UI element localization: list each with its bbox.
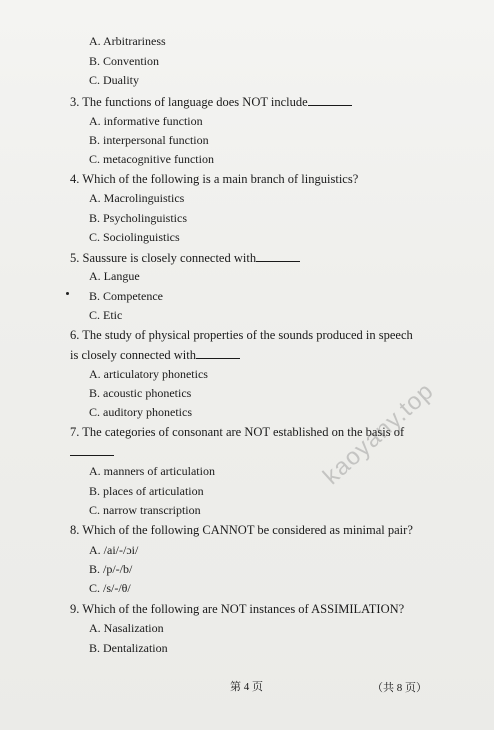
q8-option-a: A. /ai/-/ɔi/ <box>89 543 139 557</box>
q2-option-a: A. Arbitrariness <box>89 34 166 48</box>
q8-option-b: B. /p/-/b/ <box>89 562 133 576</box>
q8-option-c: C. /s/-/θ/ <box>89 581 131 595</box>
question-8: 8. Which of the following CANNOT be considered as minimal pair? <box>70 523 413 537</box>
q3-option-a: A. informative function <box>89 114 203 128</box>
q2-option-b: B. Convention <box>89 54 160 68</box>
q4-option-b: B. Psycholinguistics <box>89 211 188 225</box>
q6-option-b: B. acoustic phonetics <box>89 386 192 400</box>
answer-blank <box>70 444 114 456</box>
answer-blank <box>308 94 352 106</box>
q4-option-a: A. Macrolinguistics <box>89 191 185 205</box>
q4-option-c: C. Sociolinguistics <box>89 230 180 244</box>
q6-option-a: A. articulatory phonetics <box>89 367 208 381</box>
answer-blank <box>196 347 240 359</box>
question-6-text: is closely connected with <box>70 348 197 362</box>
question-7-line-2 <box>70 444 114 460</box>
page-total: （共 8 页） <box>372 682 427 694</box>
q5-option-a: A. Langue <box>89 269 140 283</box>
question-5 <box>70 250 300 266</box>
question-6-line-2 <box>70 347 240 363</box>
answer-blank <box>256 250 300 262</box>
page-number: 第 4 页 <box>230 681 263 693</box>
q3-option-c: C. metacognitive function <box>89 152 214 166</box>
question-7-line-1: 7. The categories of consonant are NOT established on the basis of <box>70 425 405 439</box>
q9-option-b: B. Dentalization <box>89 641 168 655</box>
q6-option-c: C. auditory phonetics <box>89 405 192 419</box>
q9-option-a: A. Nasalization <box>89 621 164 635</box>
q7-option-c: C. narrow transcription <box>89 503 201 517</box>
q2-option-c: C. Duality <box>89 73 139 87</box>
question-6-line-1: 6. The study of physical properties of the sounds produced in speech <box>70 328 413 342</box>
question-3-text: 3. The functions of language does NOT include <box>70 95 308 109</box>
q7-option-b: B. places of articulation <box>89 484 204 498</box>
stray-dot <box>66 292 69 295</box>
q3-option-b: B. interpersonal function <box>89 133 209 147</box>
question-5-text: 5. Saussure is closely connected with <box>70 251 257 265</box>
q7-option-a: A. manners of articulation <box>89 464 215 478</box>
question-3 <box>70 94 352 110</box>
watermark-text: kaoyany.top <box>318 377 440 491</box>
question-9: 9. Which of the following are NOT instances of ASSIMILATION? <box>70 602 405 616</box>
question-4: 4. Which of the following is a main branch of linguistics? <box>70 172 359 186</box>
q5-option-c: C. Etic <box>89 308 123 322</box>
q5-option-b: B. Competence <box>89 289 163 303</box>
